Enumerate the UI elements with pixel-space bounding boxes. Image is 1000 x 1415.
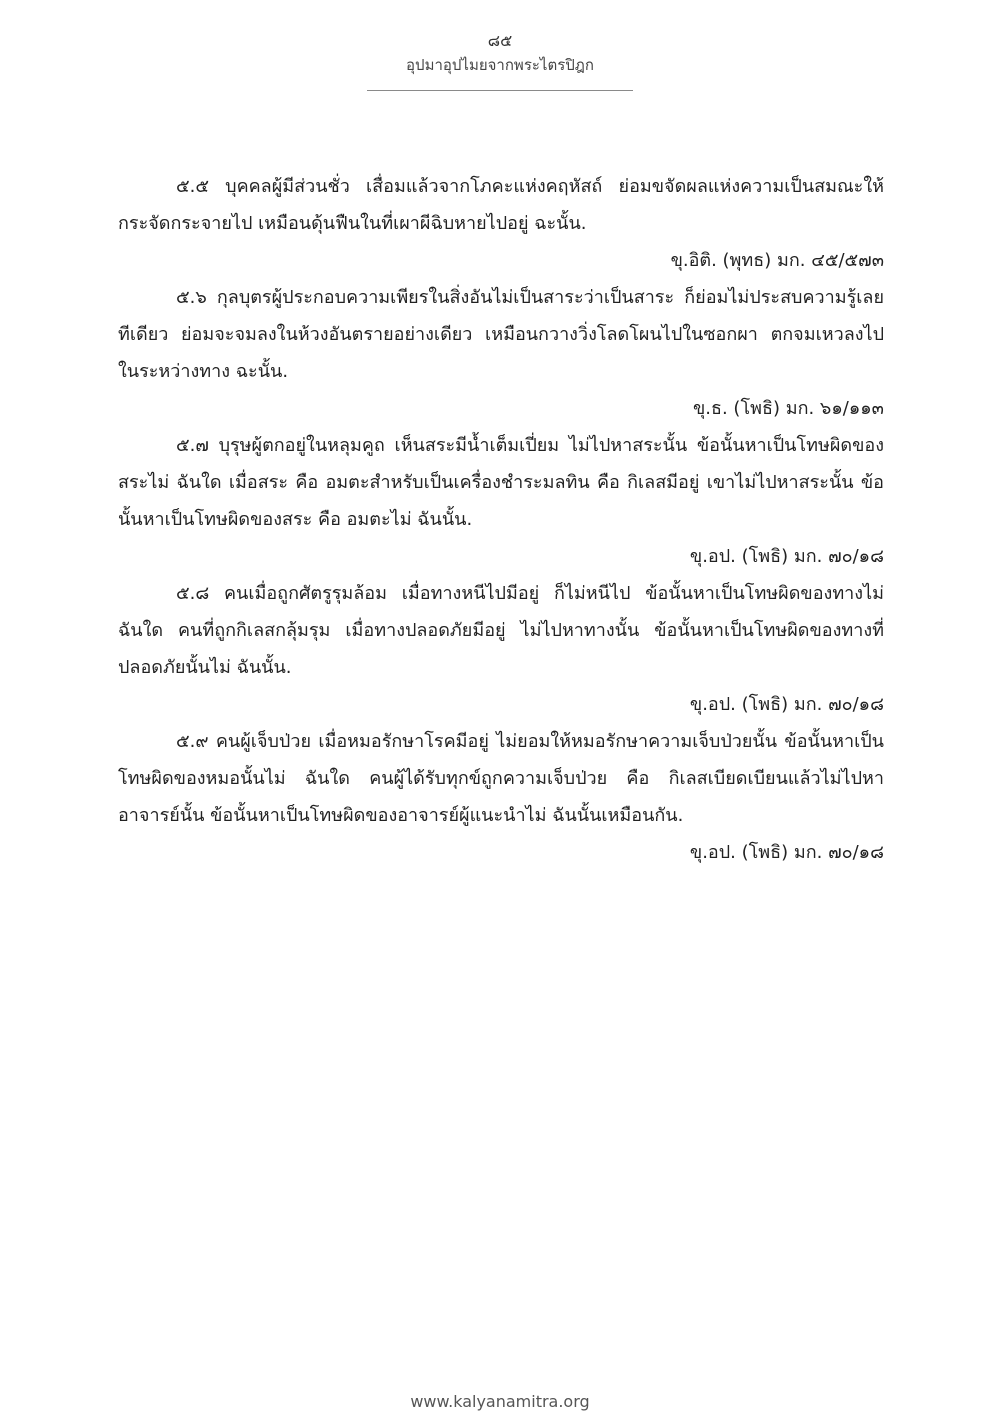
- entry-5-7: [118, 427, 884, 575]
- entry-text: ๕.๕ บุคคลผู้มีส่วนชั่ว เสื่อมแล้วจากโภคะแห่งคฤหัสถ์ ย่อมขจัดผลแห่งความเป็นสมณะให้กระจัดกระจายไป เหมือนดุ้นฟืนในที่เผาผีฉิบหายไปอยู่ ฉะนั้น.: [118, 176, 884, 234]
- page-number: ๘๕: [487, 31, 513, 50]
- entry-5-6: [118, 279, 884, 427]
- entry-reference: ขุ.อป. (โพธิ) มก. ๗๐/๑๘: [689, 694, 884, 715]
- entry-reference: ขุ.อป. (โพธิ) มก. ๗๐/๑๘: [689, 842, 884, 863]
- header-divider: [367, 90, 633, 91]
- entry-reference: ขุ.อป. (โพธิ) มก. ๗๐/๑๘: [689, 546, 884, 567]
- entry-reference: ขุ.อิติ. (พุทธ) มก. ๔๕/๕๗๓: [670, 250, 884, 271]
- book-title: อุปมาอุปไมยจากพระไตรปิฎก: [406, 56, 594, 74]
- footer-website-url: www.kalyanamitra.org: [410, 1392, 590, 1411]
- entry-5-8: [118, 575, 884, 723]
- document-body: [118, 168, 884, 871]
- entry-text: ๕.๘ คนเมื่อถูกศัตรูรุมล้อม เมื่อทางหนีไปมีอยู่ ก็ไม่หนีไป ข้อนั้นหาเป็นโทษผิดของทางไม่ ฉันใด คนที่ถูกกิเลสกลุ้มรุม เมื่อทางปลอดภัยมีอยู่ ไม่ไปหาทางนั้น ข้อนั้นหาเป็นโทษผิดของทางที่ปลอดภัยนั้นไม่ ฉันนั้น.: [118, 583, 884, 678]
- entry-5-9: [118, 723, 884, 871]
- page-header: [0, 30, 1000, 91]
- entry-text: ๕.๙ คนผู้เจ็บป่วย เมื่อหมอรักษาโรคมีอยู่ ไม่ยอมให้หมอรักษาความเจ็บป่วยนั้น ข้อนั้นหาเป็นโทษผิดของหมอนั้นไม่ ฉันใด คนผู้ได้รับทุกข์ถูกความเจ็บป่วย คือ กิเลสเบียดเบียนแล้วไม่ไปหาอาจารย์นั้น ข้อนั้นหาเป็นโทษผิดของอาจารย์ผู้แนะนำไม่ ฉันนั้นเหมือนกัน.: [118, 731, 884, 826]
- entry-text: ๕.๗ บุรุษผู้ตกอยู่ในหลุมคูถ เห็นสระมีน้ำเต็มเปี่ยม ไม่ไปหาสระนั้น ข้อนั้นหาเป็นโทษผิดของสระไม่ ฉันใด เมื่อสระ คือ อมตะสำหรับเป็นเครื่องชำระมลทิน คือ กิเลสมีอยู่ เขาไม่ไปหาสระนั้น ข้อนั้นหาเป็นโทษผิดของสระ คือ อมตะไม่ ฉันนั้น.: [118, 435, 884, 530]
- entry-reference: ขุ.ธ. (โพธิ) มก. ๖๑/๑๑๓: [692, 398, 884, 419]
- entry-text: ๕.๖ กุลบุตรผู้ประกอบความเพียรในสิ่งอันไม่เป็นสาระว่าเป็นสาระ ก็ย่อมไม่ประสบความรู้เลยทีเดียว ย่อมจะจมลงในห้วงอันตรายอย่างเดียว เหมือนกวางวิ่งโลดโผนไปในซอกผา ตกจมเหวลงไปในระหว่างทาง ฉะนั้น.: [118, 287, 884, 382]
- entry-5-5: [118, 168, 884, 279]
